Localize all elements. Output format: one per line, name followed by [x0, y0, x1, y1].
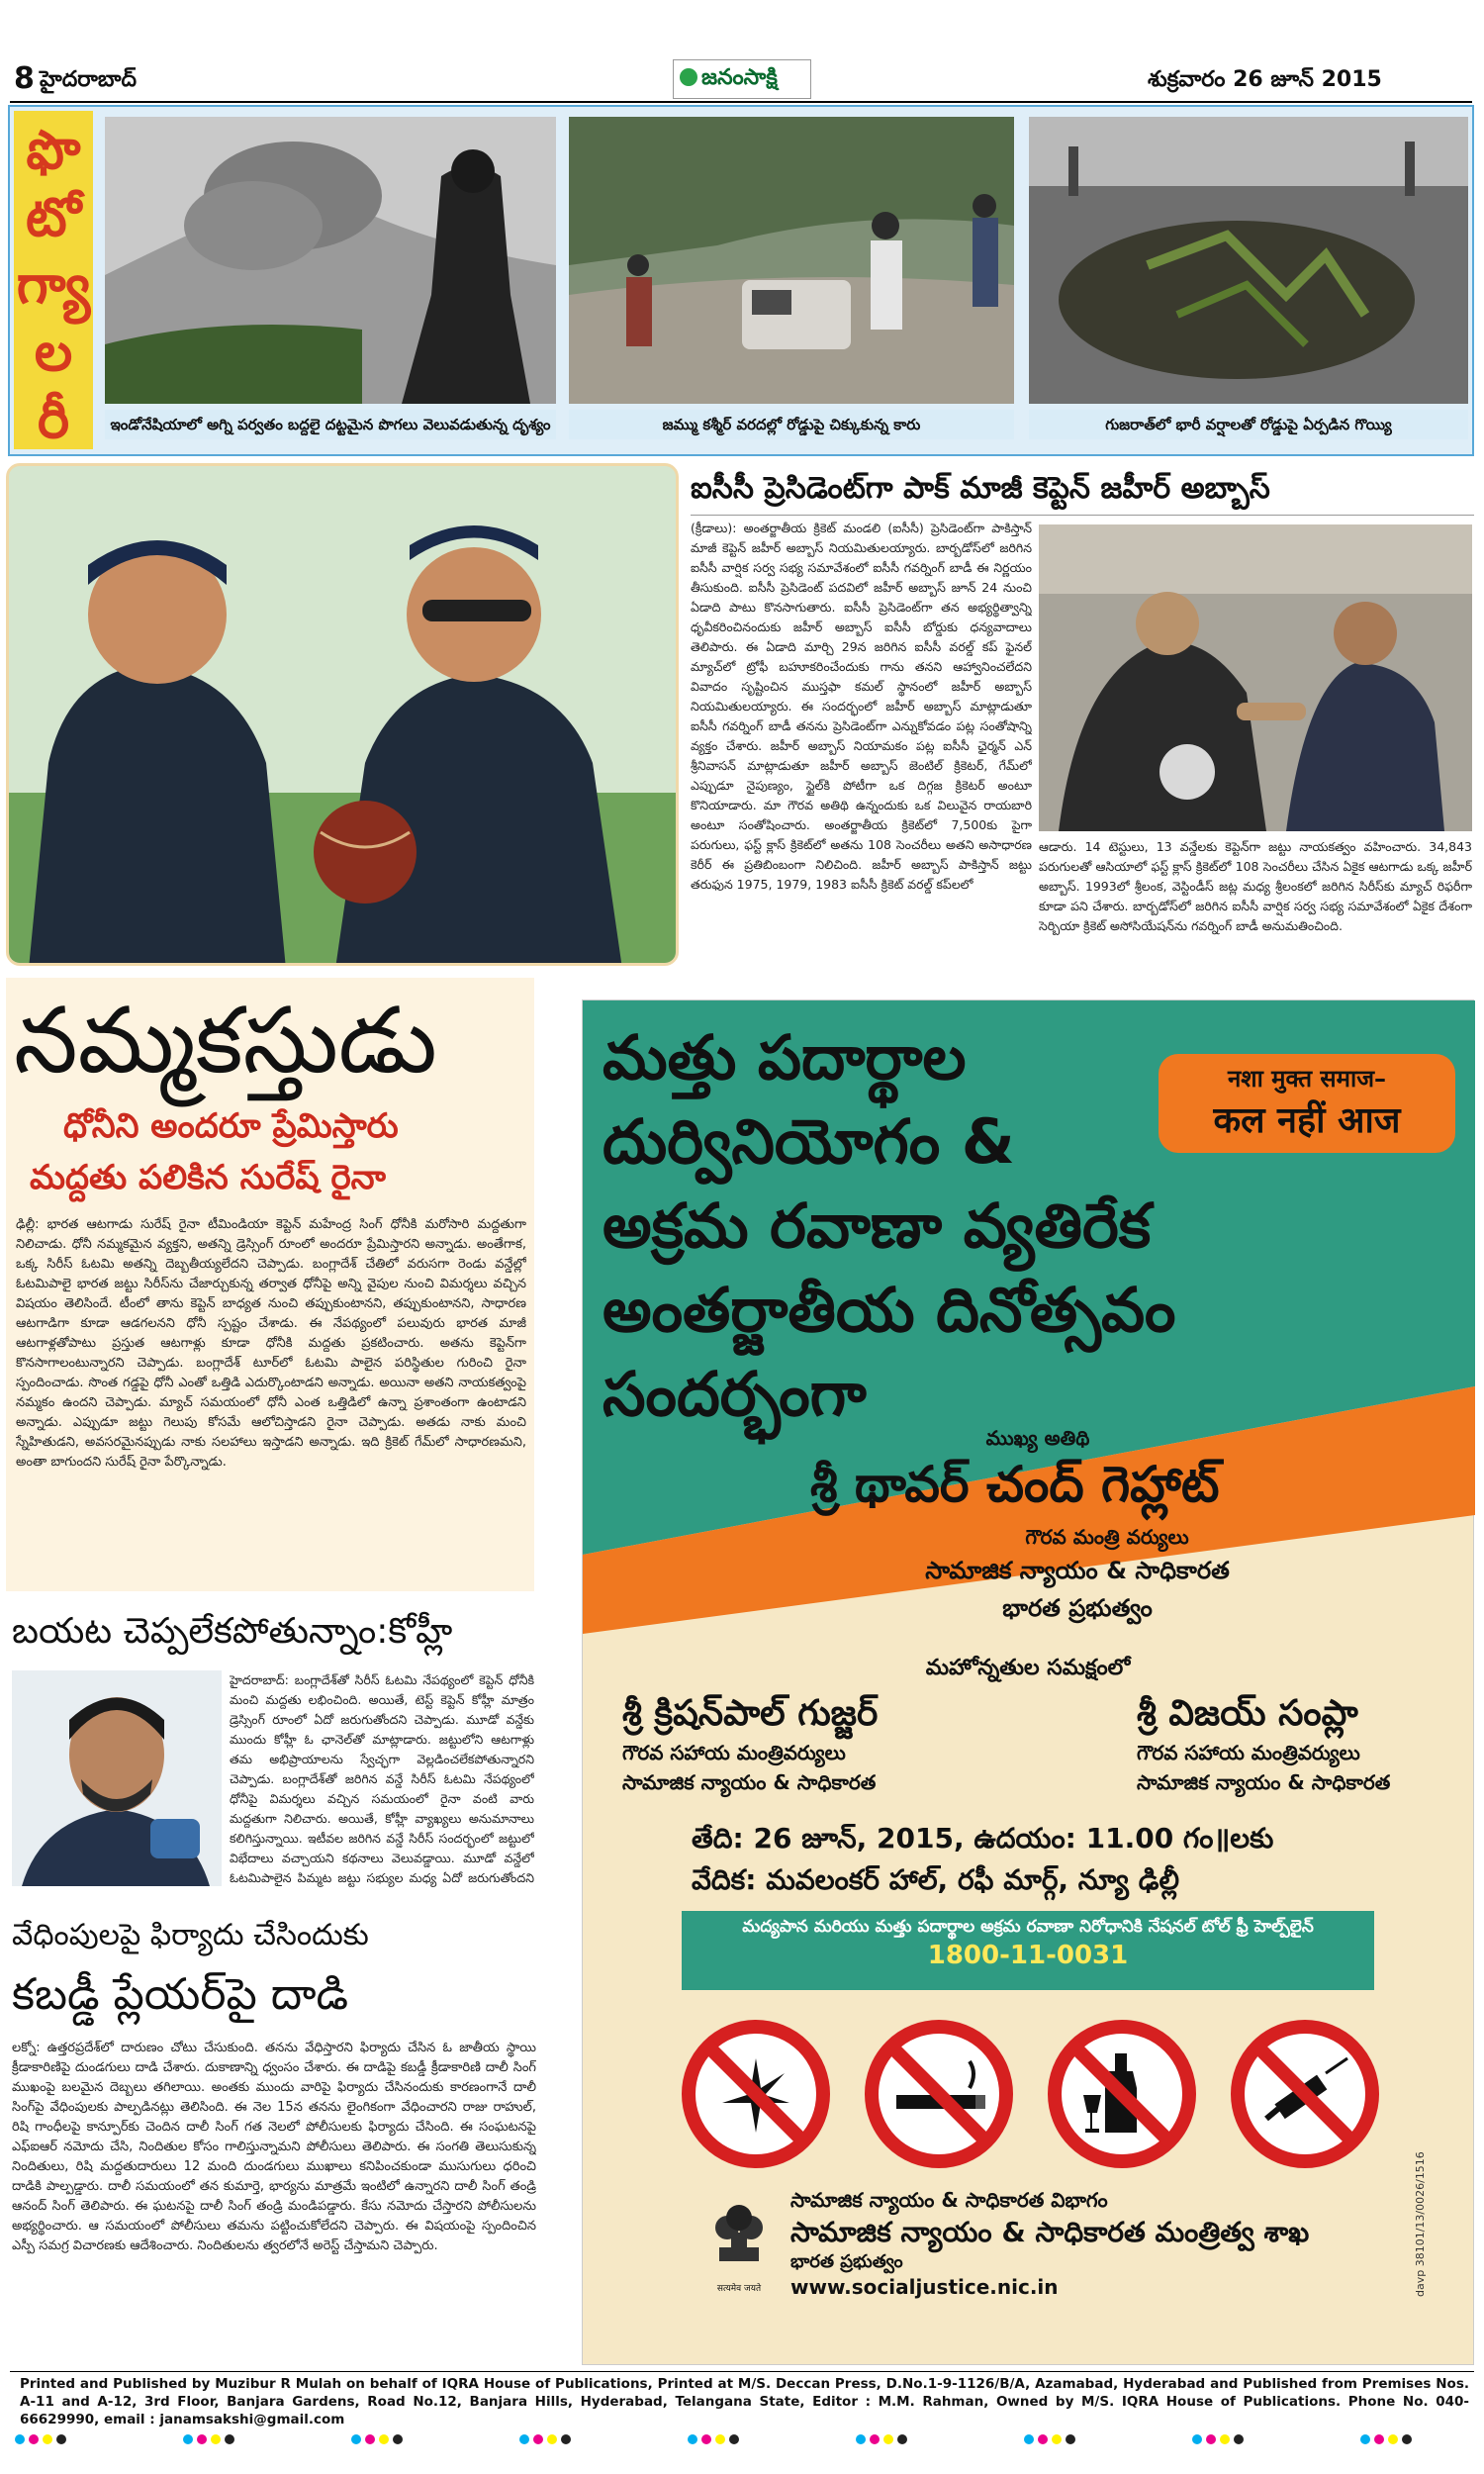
kabaddi-headline-1: వేధింపులపై ఫిర్యాదు చేసిందుకు [12, 1918, 369, 1952]
caption-volcano: ఇండోనేషియాలో అగ్ని పర్వతం బద్దలై దట్టమైన పొగలు వెలువడుతున్న దృశ్యం [105, 410, 556, 439]
masthead-logo [673, 59, 811, 99]
no-smoking-icon [865, 2020, 1013, 2168]
ad-line-4: అంతర్జాతీయ దినోత్సవం [603, 1274, 1176, 1346]
dhoni-raina-photo [6, 463, 679, 966]
raina-body: ఢిల్లీ: భారత ఆటగాడు సురేష్ రైనా టీమిండియా కెప్టెన్ మహేంద్ర సింగ్ ధోనీకి మరోసారి మద్దతుగా నిలిచాడు. ధోనీ నమ్మకమైన వ్యక్తని, అతన్ని డ్రెస్సింగ్ రూంలో అందరూ ప్రేమిస్తారని అన్నాడు. అంతేగాక, ఒక్క సిరీస్ ఓటమి అతన్ని దెబ్బతీయ్యలేదని చెప్పాడు. బంగ్లాదేశ్ చేతిలో వరుసగా రెండు వన్డేల్లో ఓటమిపాలై భారత జట్టు సిరీస్‌ను చేజార్చుకున్న తర్వాత ధోనీపై అన్ని వైపుల నుంచి విమర్శలు వచ్చిన విషయం తెలిసిందే. టీంలో తాను కెప్టెన్ బాధ్యత నుంచి తప్పుకుంటానని, తప్పుకుంటానని, సాధారణ ఆటగాడిగా కూడా ఆడగలనని ధోనీ స్పష్టం చేశాడు. ఈ నేపథ్యంలో పలువురు భారత మాజీ ఆటగాళ్లతోపాటు ప్రస్తుత ఆటగాళ్లు కూడా ధోనీకి మద్దతు ప్రకటించారు. అతను కెప్టెన్‌గా కొనసాగాలంటున్నారని చెప్పాడు. బంగ్లాదేశ్ టూర్‌లో ఓటమి పాలైన పరిస్థితుల గురించి రైనా స్పందించాడు. సొంత గడ్డపై ధోనీ ఎంతో ఒత్తిడి ఎదుర్కొంటాడని అన్నాడు. అయినా అతని నాయకత్వంపై నమ్మకం ఉందని చెప్పాడు. మ్యాచ్ సమయంలో ధోనీ ఎంత ఒత్తిడిలో ఉన్నా ప్రశాంతంగా ఉంటాడని అన్నాడు. ఎప్పుడూ జట్టు గెలుపు కోసమే ఆలోచిస్తాడని రైనా చెప్పాడు. అతడు నాకు మంచి స్నేహితుడని, అవసరమైనప్పుడు నాకు సలహాలు ఇస్తాడని అన్నాడు. ఇది క్రికెట్ గేమ్‌లో సాధారణమని, అంతా బాగుందని సురేష్ రైనా పేర్కొన్నాడు. [16, 1217, 526, 1470]
event-venue: వేదిక: మవలంకర్ హాల్, రఫీ మార్గ్, న్యూ ఢిల్లీ [692, 1863, 1179, 1896]
chief-guest-role-2: సామాజిక న్యాయం & సాధికారత [925, 1557, 1230, 1584]
helpline-number: 1800-11-0031 [927, 1941, 1129, 1970]
chief-guest-role-3: భారత ప్రభుత్వం [1002, 1594, 1153, 1622]
raina-subhead-2: మద్దతు పలికిన సురేష్ రైనా [30, 1158, 386, 1197]
icc-rule [691, 515, 1474, 516]
registration-bar [0, 2430, 1484, 2448]
badge-line-1: नशा मुक्त समाज– [1227, 1065, 1387, 1093]
gallery-side-label [14, 111, 93, 449]
dept-line-2: సామాజిక న్యాయం & సాధికారత మంత్రిత్వ శాఖ [790, 2216, 1310, 2248]
page-number: 8 [14, 61, 35, 96]
logo-mark-icon [680, 68, 697, 86]
logo-text: జనంసాక్షి [701, 65, 778, 90]
ad-line-5: సందర్భంగా [603, 1358, 867, 1430]
no-alcohol-icon [1048, 2020, 1196, 2168]
chief-guest-label: ముఖ్య అతిథి [985, 1426, 1090, 1450]
icc-body-col2: ఆడారు. 14 టెస్టులు, 13 వన్డేలకు కెప్టెన్‌గా జట్టు నాయకత్వం వహించారు. 34,843 పరుగులతో ఆసియాలో ఫస్ట్ క్లాస్ క్రికెట్‌లో 108 సెంచరీలు చేసిన ఏకైక ఆటగాడు ఒక్క జహీర్ అబ్బాస్. 1993లో శ్రీలంక, వెస్టిండీస్ జట్ల మధ్య శ్రీలంకలో జరిగిన సిరీస్‌కు మ్యాచ్ రిఫరీగా కూడా పని చేశారు. బార్బడోస్‌లో జరిగిన ఐసీసీ వార్షిక సర్వ సభ్య సమావేశంలో ఏకైక దేశంగా సెర్బియా క్రికెట్ అసోసియేషన్‌ను గవర్నింగ్ బాడీ అనుమతించింది. [1039, 839, 1472, 933]
guest2-name: శ్రీ విజయ్ సంప్లా [1137, 1693, 1358, 1734]
dept-line-3: భారత ప్రభుత్వం [790, 2251, 903, 2272]
gallery-label-part: ఫొ [26, 119, 81, 181]
kabaddi-headline-2: కబడ్డీ ప్లేయర్‌పై దాడి [12, 1969, 349, 2020]
gallery-label-part: రీ [37, 388, 70, 450]
emblem-motto: सत्यमेव जयते [716, 2284, 762, 2294]
road-pothole-photo [1029, 117, 1468, 404]
guest1-role-1: గౌరవ సహాయ మంత్రివర్యులు [622, 1741, 846, 1764]
guest2-role-1: గౌరవ సహాయ మంత్రివర్యులు [1137, 1741, 1360, 1764]
no-cannabis-icon [682, 2020, 830, 2168]
davp-code: davp 38101/13/0026/1516 [1414, 2151, 1427, 2297]
footer-rule [10, 2371, 1474, 2372]
no-injection-icon [1231, 2020, 1379, 2168]
kohli-headline: బయట చెప్పలేకపోతున్నాం:కోహ్లీ [12, 1611, 453, 1652]
guest1-name: శ్రీ క్రిషన్‌పాల్ గుజ్జర్ [622, 1693, 879, 1734]
gallery-label-part: గ్యా [16, 253, 91, 316]
gallery-label-part: టో [25, 186, 82, 248]
raina-subhead-1: ధోనీని అందరూ ప్రేమిస్తారు [63, 1106, 399, 1146]
icc-handshake-photo [1039, 524, 1472, 831]
badge-line-2: कल नहीं आज [1213, 1100, 1401, 1141]
caption-pothole: గుజరాత్‌లో భారీ వర్షాలతో రోడ్డుపై ఏర్పడిన గొయ్యి [1029, 410, 1468, 439]
photo-gallery [8, 105, 1474, 456]
ministry-website[interactable]: www.socialjustice.nic.in [790, 2275, 1059, 2299]
edition-city: హైదరాబాద్ [40, 67, 137, 92]
helpline-bar [682, 1911, 1374, 1990]
caption-flood: జమ్ము కశ్మీర్ వరదల్లో రోడ్డుపై చిక్కుకున్న కారు [569, 410, 1014, 439]
icc-body-col1: (క్రీడాలు): అంతర్జాతీయ క్రికెట్ మండలి (ఐసీసీ) ప్రెసిడెంట్‌గా పాకిస్తాన్ మాజీ కెప్టెన్ జహీర్ అబ్బాస్ నియమితులయ్యారు. బార్బడోస్‌లో జరిగిన ఐసీసీ వార్షిక సర్వ సభ్య సమావేశంలో ఐసీసీ గవర్నింగ్ బాడీ ఈ నిర్ణయం తీసుకుంది. ఐసీసీ ప్రెసిడెంట్ పదవిలో జహీర్ అబ్బాస్ జూన్ 24 నుంచి ఏడాది పాటు కొనసాగుతారు. ఐసీసీ ప్రెసిడెంట్‌గా తన అభ్యర్థిత్వాన్ని ధృవీకరించినందుకు జహీర్ అబ్బాస్ ఐసీసీ బోర్డుకు ధన్యవాదాలు తెలిపారు. ఈ ఏడాది మార్చి 29న జరిగిన ఐసీసీ వరల్డ్ కప్ ఫైనల్ మ్యాచ్‌లో ట్రోఫీ బహూకరించేందుకు గాను తనని ఆహ్వానించలేదని వివాదం సృష్టించిన ముస్తఫా కమల్ స్థానంలో జహీర్ అబ్బాస్ నియమితులయ్యారు. ఈ సందర్భంలో జహీర్ అబ్బాస్ మాట్లాడుతూ ఐసీసీ గవర్నింగ్ బాడీ తనను ప్రెసిడెంట్‌గా ఎన్నుకోవడం పట్ల సంతోషాన్ని వ్యక్తం చేశారు. జహీర్ అబ్బాస్ నియామకం పట్ల ఐసీసీ ఛైర్మన్ ఎన్ శ్రీనివాసన్ మాట్లాడుతూ జహీర్ అబ్బాస్ జెంటిల్ క్రికెటర్, గేమ్‌లో ఎప్పుడూ నైపుణ్యం, స్టైల్‌కి పోటీగా ఒక దిగ్గజ క్రికెటర్ అంటూ కొనియాడారు. మా గౌరవ అతిథి ఉన్నందుకు ఒక విలువైన రాయబారి అంటూ సంతోషించారు. అంతర్జాతీయ క్రికెట్‌లో 7,500కు పైగా పరుగులు, ఫస్ట్ క్లాస్ క్రికెట్‌లో అతను 108 సెంచరీలు అతని అసాధారణ కెరీర్ ఈ ప్రతిబింబంగా నిలిచింది. జహీర్ అబ్బాస్ పాకిస్తాన్ జట్టు తరుఫున 1975, 1979, 1983 ఐసీసీ క్రికెట్ వరల్డ్ కప్‌లలో [691, 521, 1032, 892]
event-date: తేది: 26 జూన్, 2015, ఉదయం: 11.00 గం॥లకు [692, 1822, 1274, 1855]
flood-car-photo [569, 117, 1014, 404]
kohli-body: హైదరాబాద్: బంగ్లాదేశ్‌తో సిరీస్ ఓటమి నేపథ్యంలో కెప్టెన్ ధోనీకి మంచి మద్దతు లభించింది. అయితే, టెస్ట్ కెప్టెన్ కోహ్లీ మాత్రం డ్రెస్సింగ్ రూంలో ఏదో జరుగుతోందని చెప్పాడు. మూడో వన్డేకు ముందు కోహ్లీ ఓ ఛానెల్‌తో మాట్లాడారు. జట్టులోని ఆటగాళ్లు తమ అభిప్రాయాలను స్వేచ్ఛగా వెల్లడించలేకపోతున్నారని చెప్పాడు. బంగ్లాదేశ్‌తో జరిగిన వన్డే సిరీస్ ఓటమి నేపథ్యంలో ధోనీపై విమర్శలు వచ్చిన సమయంలో రైనా వంటి వారు మద్దతుగా నిలిచారు. అయితే, కోహ్లీ వ్యాఖ్యలు అనుమానాలు కలిగిస్తున్నాయి. ఇటీవల జరిగిన వన్డే సిరీస్ సందర్భంలో జట్టులో విభేదాలు వచ్చాయని కథనాలు వెలువడ్డాయి. మూడో వన్డేలో ఓటమిపాలైన పిమ్మట జట్టు సభ్యుల మధ్య ఏదో జరుగుతోందని [230, 1672, 534, 1885]
national-emblem-icon [709, 2188, 769, 2297]
issue-date: శుక్రవారం 26 జూన్ 2015 [1148, 67, 1382, 92]
guest1-role-2: సామాజిక న్యాయం & సాధికారత [622, 1770, 877, 1794]
imprint-line: Printed and Published by Muzibur R Mulah on behalf of IQRA House of Publications, Printed at M/S. Deccan Press, D.No.1-9-1126/B/A, Azamabad, Hyderabad and Published from Premises Nos. A-11 and A-12, 3rd Floor, Banjara Gardens, Road No.12, Banjara Hills, Hyderabad, Telangana State, Editor : M.M. Rahman, Owned by M/S. IQRA House of Publications. Phone No. 040-66629990, email : janamsakshi@gmail.com [20, 2376, 1469, 2427]
dept-line-1: సామాజిక న్యాయం & సాధికారత విభాగం [790, 2188, 1108, 2212]
icc-headline: ఐసీసీ ప్రెసిడెంట్‌గా పాక్ మాజీ కెప్టెన్ జహీర్ అబ్బాస్ [691, 471, 1270, 506]
ad-line-3: అక్రమ రవాణా వ్యతిరేక [603, 1189, 1152, 1262]
gallery-label-part: ల [34, 321, 73, 383]
chief-guest-name: శ్రీ థావర్ చంద్ గెహ్లాట్ [810, 1456, 1220, 1513]
kohli-photo [12, 1670, 222, 1886]
ad-line-1: మత్తు పదార్థాల [603, 1021, 967, 1094]
volcano-photo [105, 117, 556, 404]
header-rule [10, 101, 1472, 103]
anti-drug-ad [582, 999, 1474, 2365]
ad-hindi-badge [1159, 1054, 1455, 1153]
presence-label: మహోన్నతుల సమక్షంలో [925, 1656, 1131, 1680]
chief-guest-role-1: గౌరవ మంత్రి వర్యులు [1025, 1525, 1189, 1549]
ad-line-2: దుర్వినియోగం & [603, 1105, 1015, 1178]
raina-title: నమ్మకస్తుడు [14, 988, 437, 1094]
kabaddi-body: లక్నో: ఉత్తరప్రదేశ్‌లో దారుణం చోటు చేసుకుంది. తనను వేధిస్తారని ఫిర్యాదు చేసిన ఓ జాతీయ స్థాయి క్రీడాకారిణిపై దుండగులు దాడి చేశారు. దుకాణాన్ని ధ్వంసం చేశారు. ఈ దాడిపై కబడ్డీ క్రీడాకారిణి దాలీ సింగ్ ముఖంపై బలమైన దెబ్బలు తగిలాయి. అంతకు ముందు వారిపై ఫిర్యాదు చేసినందుకు కారణంగానే దాలీ సింగ్‌పై వేధింపులకు పాల్పడినట్లు తెలిసింది. ఈ నెల 15న తనను లైంగికంగా వేధించారని రాజు రాహుల్, రిషి గాంధీలపై కాన్పూర్‌కు చెందిన దాలీ సింగ్ గత నెలలో పోలీసులకు ఫిర్యాదు చేసింది. ఈ సంఘటనపై ఎఫ్ఐఆర్ నమోదు చేసి, నిందితుల కోసం గాలిస్తున్నామని పోలీసులు తెలిపారు. ఈ సంగతి తెలుసుకున్న నిందితులు, రిషి మద్దతుదారులు 12 మంది దుండగులు ముఖాలు కనిపించకుండా ముసుగులు ధరించి దాడికి పాల్పడ్డారు. దాలీ సమయంలో తన కుమార్తె, భార్యను మాత్రమే ఇంటిలో ఉన్నారని దాలీ సింగ్ తండ్రి ఆనంద్ సింగ్ తెలిపారు. ఈ ఘటనపై దాలీ సింగ్ తండ్రి మండిపడ్డారు. కేసు నమోదు చేస్తారని పోలీసులను అభ్యర్థించారు. ఆ సమయంలో పోలీసులు తమను పట్టించుకోలేదని చెప్పారు. ఈ విషయంపై స్పందించిన ఎస్పీ సమగ్ర విచారణకు ఆదేశించారు. నిందితులను త్వరలోనే అరెస్ట్ చేస్తామని చెప్పారు. [12, 2041, 536, 2253]
helpline-label: మద్యపాన మరియు మత్తు పదార్థాల అక్రమ రవాణా నిరోధానికి నేషనల్ టోల్ ఫ్రీ హెల్ప్‌లైన్ [742, 1917, 1314, 1937]
guest2-role-2: సామాజిక న్యాయం & సాధికారత [1137, 1770, 1391, 1794]
